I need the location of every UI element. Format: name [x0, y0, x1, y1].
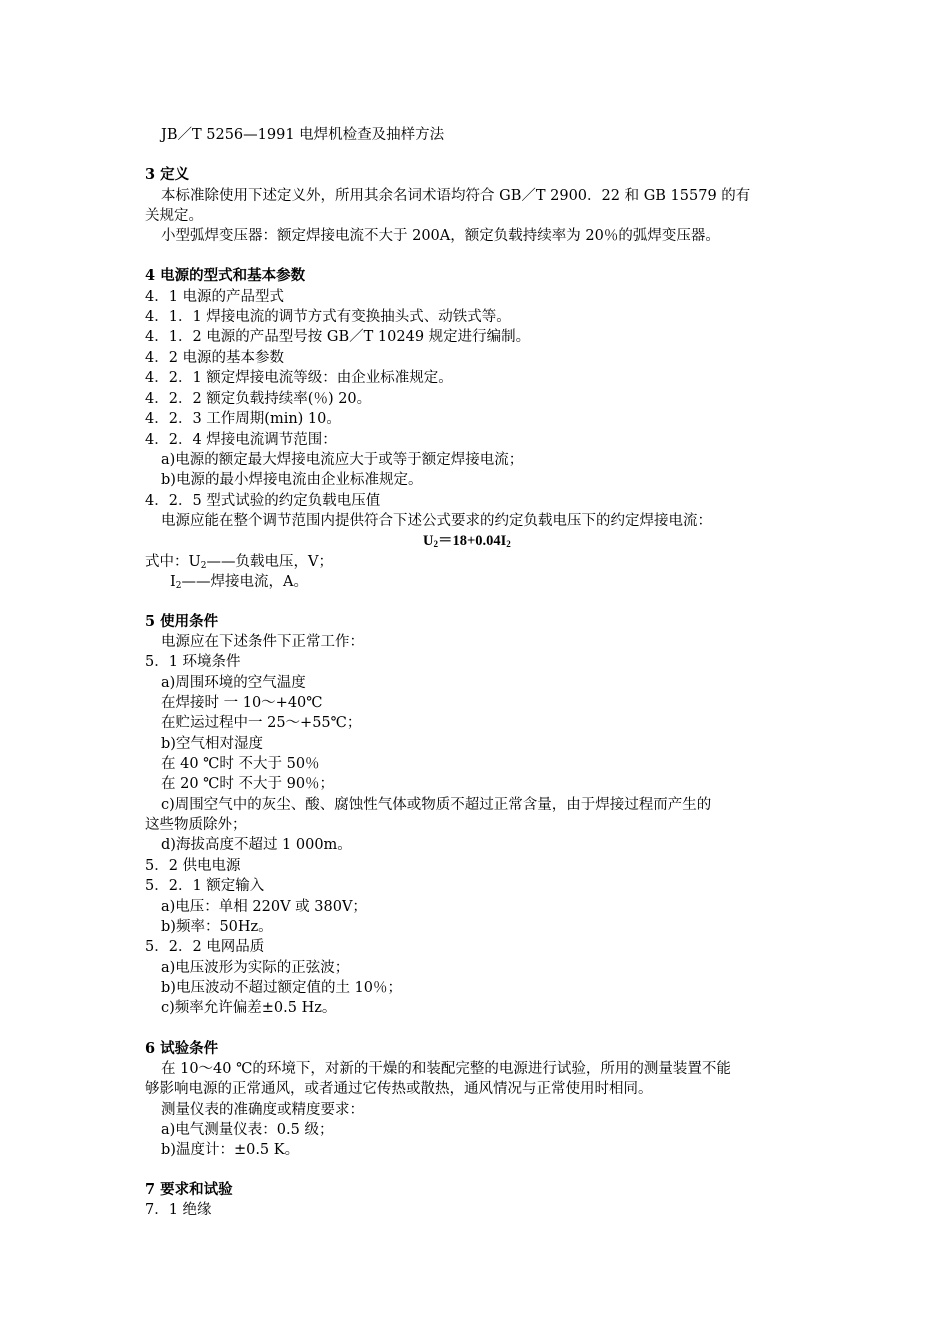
legend-subscript: 2 — [175, 581, 182, 591]
legend-text: 式中：U — [145, 554, 201, 570]
paragraph-line: 够影响电源的正常通风，或者通过它传热或散热，通风情况与正常使用时相同。 — [145, 1081, 653, 1097]
list-item: a)电压：单相 220V 或 380V； — [161, 899, 367, 915]
legend-subscript: 2 — [200, 561, 207, 571]
list-item: b)空气相对湿度 — [161, 736, 263, 752]
section-4-heading: 4 电源的型式和基本参数 — [145, 267, 306, 284]
legend-text: I — [170, 574, 176, 590]
paragraph-line: 电源应能在整个调节范围内提供符合下述公式要求的约定负载电压下的约定焊接电流： — [161, 513, 712, 529]
clause-line: 4．1 电源的产品型式 — [145, 289, 285, 305]
legend-text: ——焊接电流，A。 — [181, 574, 308, 590]
formula-expression: ＝18+0.04I — [437, 533, 507, 549]
clause-line: 4．2．3 工作周期(min) 10。 — [145, 411, 341, 427]
list-item: 在 40 ℃时 不大于 50％ — [161, 756, 320, 772]
list-item: b)电源的最小焊接电流由企业标准规定。 — [161, 472, 423, 488]
clause-line: 5．2 供电电源 — [145, 858, 241, 874]
clause-line: 4．2．4 焊接电流调节范围： — [145, 432, 337, 448]
list-item: a)周围环境的空气温度 — [161, 675, 306, 691]
list-item: 在 20 ℃时 不大于 90％； — [161, 776, 335, 792]
list-item: b)频率：50Hz。 — [161, 919, 273, 935]
section-6-heading: 6 试验条件 — [145, 1040, 219, 1057]
clause-line: 4．2．1 额定焊接电流等级：由企业标准规定。 — [145, 370, 453, 386]
legend-text: ——负载电压，V； — [206, 554, 333, 570]
paragraph-line: 关规定。 — [145, 208, 203, 224]
list-item: d)海拔高度不超过 1 000m。 — [161, 837, 352, 853]
formula-legend — [145, 552, 333, 572]
paragraph-line: 电源应在下述条件下正常工作： — [161, 634, 364, 650]
list-item: 这些物质除外； — [145, 817, 247, 833]
clause-line: 4．2．5 型式试验的约定负载电压值 — [145, 493, 381, 509]
paragraph-line: 在 10～40 ℃的环境下，对新的干燥的和装配完整的电源进行试验，所用的测量装置不能 — [161, 1061, 731, 1077]
clause-line: 4．2 电源的基本参数 — [145, 350, 285, 366]
list-item: c)频率允许偏差±0.5 Hz。 — [161, 1000, 337, 1016]
section-5-heading: 5 使用条件 — [145, 613, 219, 630]
list-item: c)周围空气中的灰尘、酸、腐蚀性气体或物质不超过正常含量，由于焊接过程而产生的 — [161, 797, 712, 813]
formula — [423, 531, 511, 551]
standard-reference: JB／T 5256—1991 电焊机检查及抽样方法 — [161, 127, 445, 143]
list-item: a)电压波形为实际的正弦波； — [161, 960, 350, 976]
list-item: b)电压波动不超过额定值的土 10％； — [161, 980, 402, 996]
clause-line: 4．1．2 电源的产品型号按 GB／T 10249 规定进行编制。 — [145, 329, 531, 345]
section-3-heading: 3 定义 — [145, 166, 190, 183]
formula-subscript: 2 — [433, 539, 438, 549]
paragraph-line: 小型弧焊变压器：额定焊接电流不大于 200A，额定负载持续率为 20％的弧焊变压器。 — [161, 228, 720, 244]
clause-line: 4．2．2 额定负载持续率(％) 20。 — [145, 391, 372, 407]
list-item: a)电源的额定最大焊接电流应大于或等于额定焊接电流； — [161, 452, 524, 468]
paragraph-line: 测量仪表的准确度或精度要求： — [161, 1102, 364, 1118]
list-item: a)电气测量仪表：0.5 级； — [161, 1122, 334, 1138]
list-item: b)温度计：±0.5 K。 — [161, 1142, 300, 1158]
paragraph-line: 本标准除使用下述定义外，所用其余名词术语均符合 GB／T 2900．22 和 GB 15579 的有 — [161, 188, 751, 204]
list-item: 在贮运过程中一 25～+55℃； — [161, 715, 362, 731]
formula-legend — [170, 572, 308, 592]
clause-line: 7．1 绝缘 — [145, 1202, 212, 1218]
clause-line: 4．1．1 焊接电流的调节方式有变换抽头式、动铁式等。 — [145, 309, 511, 325]
section-7-heading: 7 要求和试验 — [145, 1181, 233, 1198]
formula-subscript: 2 — [506, 539, 511, 549]
clause-line: 5．2．2 电网品质 — [145, 939, 265, 955]
list-item: 在焊接时 一 10～+40℃ — [161, 695, 323, 711]
formula-symbol: U — [423, 533, 434, 549]
clause-line: 5．2．1 额定输入 — [145, 878, 265, 894]
clause-line: 5．1 环境条件 — [145, 654, 241, 670]
